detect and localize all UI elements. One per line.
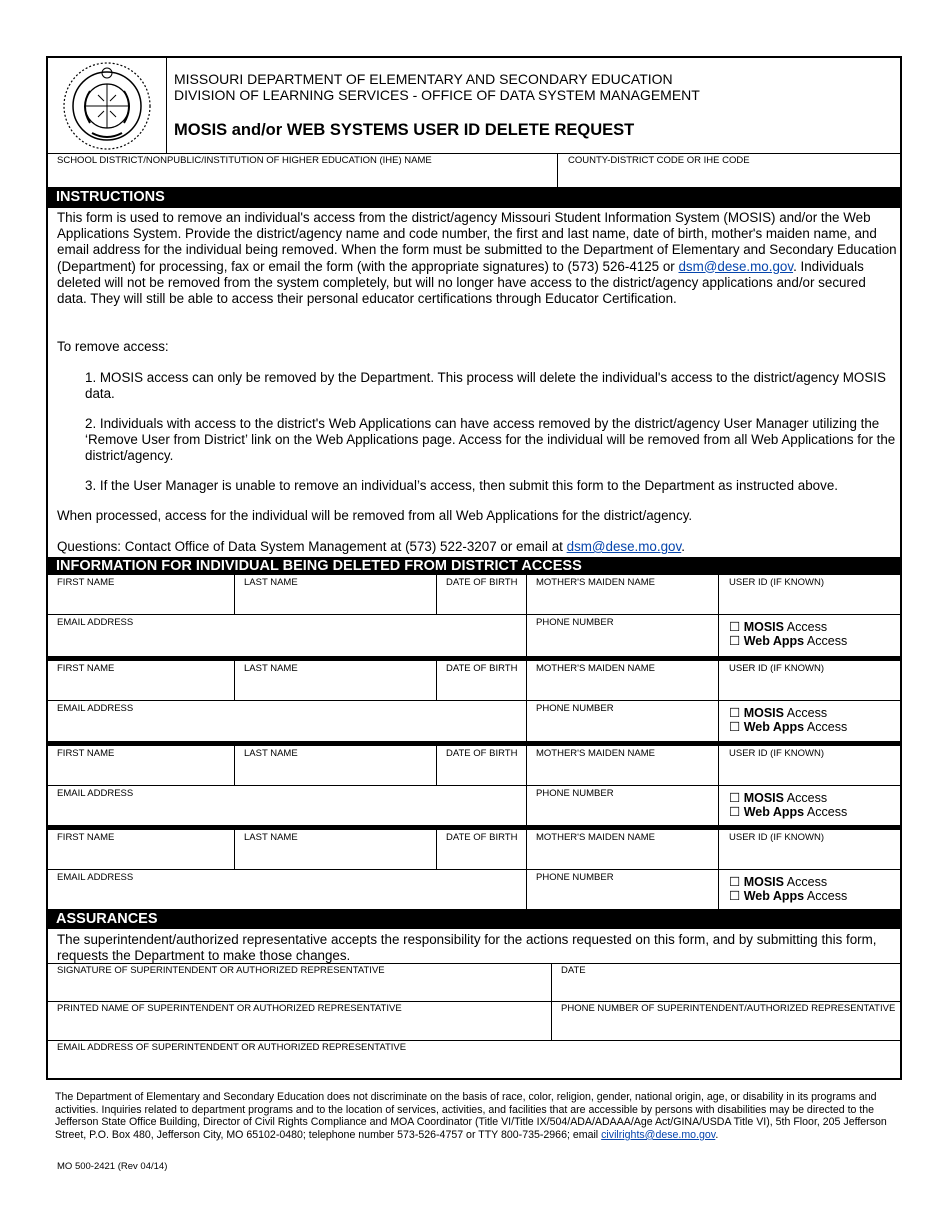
maiden-name-label: MOTHER'S MAIDEN NAME	[536, 748, 655, 759]
district-name-field[interactable]	[48, 153, 558, 187]
webapps-label: Web Apps	[743, 805, 805, 819]
access-word: Access	[806, 720, 848, 734]
phone-field-1[interactable]	[527, 615, 719, 657]
state-seal-icon	[62, 61, 152, 151]
mosis-label: MOSIS	[743, 620, 784, 634]
instructions-paragraph	[57, 210, 897, 307]
footer-end: .	[715, 1128, 719, 1141]
webapps-access-checkbox[interactable]	[729, 804, 847, 819]
email-label: EMAIL ADDRESS	[57, 703, 134, 714]
user-id-label: USER ID (IF KNOWN)	[729, 663, 824, 674]
first-name-label: FIRST NAME	[57, 577, 115, 588]
last-name-label: LAST NAME	[244, 832, 298, 843]
dob-label: DATE OF BIRTH	[446, 748, 518, 759]
user-id-field-3[interactable]	[719, 746, 900, 786]
access-word: Access	[806, 634, 848, 648]
first-name-field-2[interactable]	[48, 661, 235, 701]
last-name-field-1[interactable]	[235, 575, 437, 615]
access-word: Access	[786, 620, 828, 634]
first-name-label: FIRST NAME	[57, 748, 115, 759]
maiden-name-label: MOTHER'S MAIDEN NAME	[536, 832, 655, 843]
footer-text: The Department of Elementary and Secondary Education does not discriminate on the basis of race, color, religion, gender, national origin, age, or disability in its programs and activities. Inquiries related to department programs and to the location of services, activities, and facilities that are accessible by persons with disabilities may be directed to the Jefferson State Office Building, Director of Civil Rights Compliance and MOA Coordinator (Title VI/Title IX/504/ADA/ADAAA/Age Act/GINA/USDA Title VI), 5th Floor, 205 Jefferson Street, P.O. Box 480, Jefferson City, MO 65102-0480; telephone number 573-526-4757 or TTY 800-735-2966; email	[55, 1091, 887, 1141]
mosis-access-checkbox[interactable]	[729, 874, 827, 889]
request-form	[46, 56, 902, 1080]
webapps-access-checkbox[interactable]	[729, 719, 847, 734]
maiden-name-field-3[interactable]	[527, 746, 719, 786]
user-id-label: USER ID (IF KNOWN)	[729, 577, 824, 588]
civil-rights-email-link[interactable]: civilrights@dese.mo.gov	[601, 1128, 716, 1141]
date-label: DATE	[561, 965, 586, 976]
rep-email-label: EMAIL ADDRESS OF SUPERINTENDENT OR AUTHORIZED REPRESENTATIVE	[57, 1042, 407, 1053]
district-name-label: SCHOOL DISTRICT/NONPUBLIC/INSTITUTION OF HIGHER EDUCATION (IHE) NAME	[57, 155, 432, 166]
signature-label: SIGNATURE OF SUPERINTENDENT OR AUTHORIZED REPRESENTATIVE	[57, 965, 385, 976]
user-id-label: USER ID (IF KNOWN)	[729, 832, 824, 843]
user-id-label: USER ID (IF KNOWN)	[729, 748, 824, 759]
first-name-field-4[interactable]	[48, 830, 235, 870]
to-remove-text: To remove access:	[57, 339, 169, 354]
first-name-label: FIRST NAME	[57, 663, 115, 674]
checkbox-icon: ☐	[729, 620, 741, 634]
phone-label: PHONE NUMBER	[536, 703, 614, 714]
mosis-label: MOSIS	[743, 875, 784, 889]
last-name-field-2[interactable]	[235, 661, 437, 701]
instructions-text-a: This form is used to remove an individual's access from the district/agency Missouri Student Information System (MOSIS) and/or the Web Applications System. Provide the district/agency name and code number, the first and last name, date of birth, mother's maiden name, and email address for the individual being removed. When the form must be submitted to the Department of Elementary and Secondary Education (Department) for processing, fax or email the form (with the appropriate signatures) to (573) 526-4125 or	[57, 210, 897, 274]
questions-label: Questions: Contact Office of Data System Management at (573) 522-3207 or email at	[57, 539, 563, 554]
questions-text	[57, 539, 897, 555]
printed-name-label: PRINTED NAME OF SUPERINTENDENT OR AUTHORIZED REPRESENTATIVE	[57, 1003, 402, 1014]
email-field-4[interactable]	[48, 870, 527, 912]
instruction-item-3: 3. If the User Manager is unable to remove an individual’s access, then submit this form to the Department as instructed above.	[85, 478, 838, 493]
district-code-label: COUNTY-DISTRICT CODE OR IHE CODE	[568, 155, 750, 166]
date-field[interactable]	[552, 963, 900, 1001]
form-header	[48, 58, 900, 154]
dob-field-1[interactable]	[437, 575, 527, 615]
checkbox-icon: ☐	[729, 805, 741, 819]
phone-label: PHONE NUMBER	[536, 788, 614, 799]
access-word: Access	[786, 706, 828, 720]
webapps-label: Web Apps	[743, 720, 805, 734]
webapps-access-checkbox[interactable]	[729, 633, 847, 648]
email-label: EMAIL ADDRESS	[57, 617, 134, 628]
access-word: Access	[806, 889, 848, 903]
maiden-name-label: MOTHER'S MAIDEN NAME	[536, 577, 655, 588]
individual-heading: INFORMATION FOR INDIVIDUAL BEING DELETED FROM DISTRICT ACCESS	[48, 557, 900, 575]
assurances-text: The superintendent/authorized representative accepts the responsibility for the actions requested on this form, and by submitting this form, requests the Department to make those changes.	[57, 932, 877, 963]
user-id-field-1[interactable]	[719, 575, 900, 615]
district-code-field[interactable]	[558, 153, 900, 187]
form-title: MOSIS and/or WEB SYSTEMS USER ID DELETE REQUEST	[174, 121, 635, 139]
email-field-2[interactable]	[48, 701, 527, 743]
department-name: MISSOURI DEPARTMENT OF ELEMENTARY AND SECONDARY EDUCATION	[174, 71, 673, 87]
mosis-access-checkbox[interactable]	[729, 619, 827, 634]
dob-field-4[interactable]	[437, 830, 527, 870]
form-number: MO 500-2421 (Rev 04/14)	[57, 1161, 168, 1172]
maiden-name-field-2[interactable]	[527, 661, 719, 701]
access-word: Access	[786, 791, 828, 805]
mosis-access-checkbox[interactable]	[729, 705, 827, 720]
seal-box	[48, 58, 167, 153]
rep-phone-label: PHONE NUMBER OF SUPERINTENDENT/AUTHORIZED REPRESENTATIVE	[561, 1003, 896, 1014]
phone-field-2[interactable]	[527, 701, 719, 743]
last-name-label: LAST NAME	[244, 748, 298, 759]
processed-text: When processed, access for the individual will be removed from all Web Applications for the district/agency.	[57, 508, 693, 523]
email-field-1[interactable]	[48, 615, 527, 657]
email-label: EMAIL ADDRESS	[57, 872, 134, 883]
dob-field-3[interactable]	[437, 746, 527, 786]
checkbox-icon: ☐	[729, 634, 741, 648]
mosis-label: MOSIS	[743, 791, 784, 805]
webapps-access-checkbox[interactable]	[729, 888, 847, 903]
maiden-name-label: MOTHER'S MAIDEN NAME	[536, 663, 655, 674]
instructions-heading: INSTRUCTIONS	[48, 187, 900, 208]
nondiscrimination-footer	[55, 1091, 895, 1141]
access-options-1	[719, 615, 900, 657]
first-name-field-3[interactable]	[48, 746, 235, 786]
phone-label: PHONE NUMBER	[536, 617, 614, 628]
webapps-label: Web Apps	[743, 889, 805, 903]
instructions-text-b: . Individuals deleted will not be removed from the system completely, but will no longer have access to the district/agency applications and/or secured data. They will still be able to access their personal educator certifications through Educator Certification.	[57, 258, 866, 307]
instruction-item-2: 2. Individuals with access to the district's Web Applications can have access removed by the district/agency User Manager utilizing the ‘Remove User from District’ link on the Web Applications page. Access for the individual will be removed from all Web Applications for the district/agency.	[85, 416, 896, 464]
access-word: Access	[806, 805, 848, 819]
last-name-field-4[interactable]	[235, 830, 437, 870]
assurances-heading: ASSURANCES	[48, 909, 900, 929]
first-name-field-1[interactable]	[48, 575, 235, 615]
webapps-label: Web Apps	[743, 634, 805, 648]
checkbox-icon: ☐	[729, 889, 741, 903]
checkbox-icon: ☐	[729, 706, 741, 720]
email-label: EMAIL ADDRESS	[57, 788, 134, 799]
access-word: Access	[786, 875, 828, 889]
user-id-field-4[interactable]	[719, 830, 900, 870]
dob-label: DATE OF BIRTH	[446, 663, 518, 674]
access-options-4	[719, 870, 900, 912]
maiden-name-field-1[interactable]	[527, 575, 719, 615]
last-name-field-3[interactable]	[235, 746, 437, 786]
phone-label: PHONE NUMBER	[536, 872, 614, 883]
checkbox-icon: ☐	[729, 875, 741, 889]
last-name-label: LAST NAME	[244, 577, 298, 588]
maiden-name-field-4[interactable]	[527, 830, 719, 870]
dsm-email-link[interactable]: dsm@dese.mo.gov	[678, 258, 794, 274]
mosis-label: MOSIS	[743, 706, 784, 720]
dob-field-2[interactable]	[437, 661, 527, 701]
email-field-3[interactable]	[48, 786, 527, 828]
questions-end: .	[681, 539, 685, 554]
checkbox-icon: ☐	[729, 720, 741, 734]
first-name-label: FIRST NAME	[57, 832, 115, 843]
phone-field-4[interactable]	[527, 870, 719, 912]
phone-field-3[interactable]	[527, 786, 719, 828]
dob-label: DATE OF BIRTH	[446, 832, 518, 843]
checkbox-icon: ☐	[729, 791, 741, 805]
user-id-field-2[interactable]	[719, 661, 900, 701]
division-name: DIVISION OF LEARNING SERVICES - OFFICE OF DATA SYSTEM MANAGEMENT	[174, 87, 700, 103]
last-name-label: LAST NAME	[244, 663, 298, 674]
instruction-item-1: 1. MOSIS access can only be removed by the Department. This process will delete the individual's access to the district/agency MOSIS data.	[85, 370, 886, 402]
access-options-2	[719, 701, 900, 743]
dob-label: DATE OF BIRTH	[446, 577, 518, 588]
questions-email-link[interactable]: dsm@dese.mo.gov	[566, 539, 682, 554]
mosis-access-checkbox[interactable]	[729, 790, 827, 805]
rep-email-field[interactable]	[48, 1040, 900, 1078]
signature-field[interactable]	[48, 963, 552, 1001]
printed-name-field[interactable]	[48, 1001, 552, 1040]
rep-phone-field[interactable]	[552, 1001, 900, 1040]
access-options-3	[719, 786, 900, 828]
